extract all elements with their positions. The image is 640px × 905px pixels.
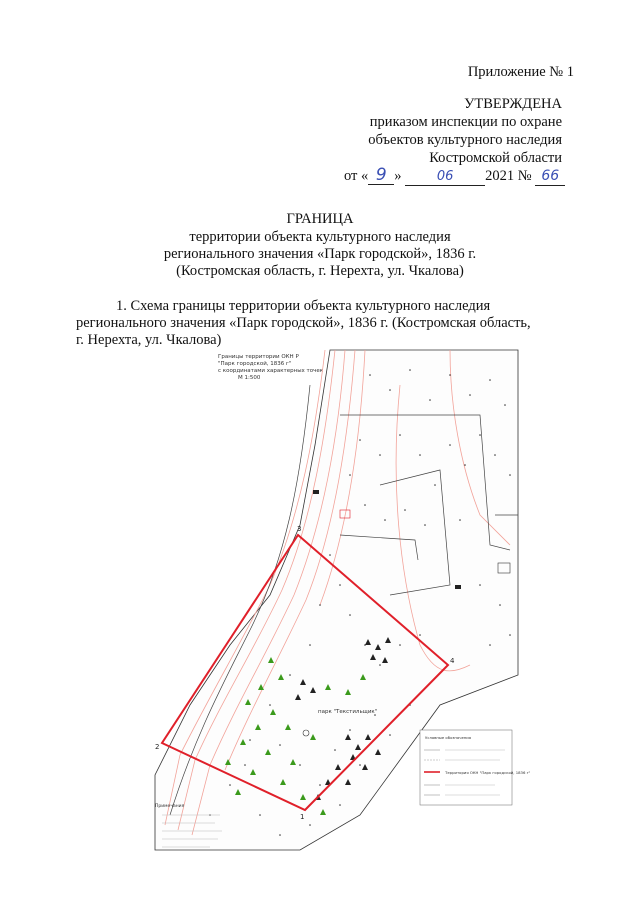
handwritten-number: 66 (535, 168, 565, 186)
approval-title: УТВЕРЖДЕНА (464, 96, 562, 112)
map-point-label-1: 1 (300, 813, 305, 821)
date-mid: » (394, 168, 402, 184)
map-point-label-2: 2 (155, 743, 160, 751)
map-park-label: парк "Текстильщик" (318, 709, 378, 715)
map-title-line-4: М 1:500 (238, 375, 261, 381)
map-point-label-4: 4 (450, 657, 455, 665)
map-notes-title: Примечания (155, 804, 185, 809)
approval-date-line (344, 167, 584, 186)
document-subtitle-1: территории объекта культурного наследия (189, 229, 451, 245)
paragraph-line-1: 1. Схема границы территории объекта культурного наследия (116, 298, 491, 314)
map-legend (420, 730, 530, 805)
map-legend-header: Территория ОКН "Парк городской, 1836 г" (445, 770, 530, 775)
approval-line-2: объектов культурного наследия (368, 132, 562, 148)
map-title-line-1: Границы территории ОКН Р (218, 354, 299, 360)
map-title-line-3: с координатами характерных точек (218, 368, 324, 374)
document-title: ГРАНИЦА (286, 211, 354, 227)
approval-line-1: приказом инспекции по охране (369, 114, 562, 130)
date-year: 2021 № (485, 168, 532, 184)
approval-line-3: Костромской области (429, 150, 562, 166)
map-legend-title: Условные обозначения (425, 735, 472, 740)
map-title-line-2: "Парк городской, 1836 г" (218, 361, 292, 367)
document-subtitle-2: регионального значения «Парк городской», 1836 г. (163, 246, 477, 262)
map-title-block (218, 354, 324, 381)
map-point-label-3: 3 (297, 525, 302, 533)
document-subtitle-3: (Костромская область, г. Нерехта, ул. Чкалова) (176, 263, 464, 279)
paragraph-line-3: г. Нерехта, ул. Чкалова) (76, 332, 222, 348)
handwritten-day: 9 (368, 167, 394, 185)
appendix-label: Приложение № 1 (467, 64, 574, 80)
date-prefix: от « (344, 168, 369, 184)
handwritten-month: 06 (405, 168, 485, 186)
boundary-scheme-map (150, 345, 530, 855)
paragraph-line-2: регионального значения «Парк городской», 1836 г. (Костромская область, (76, 315, 531, 331)
